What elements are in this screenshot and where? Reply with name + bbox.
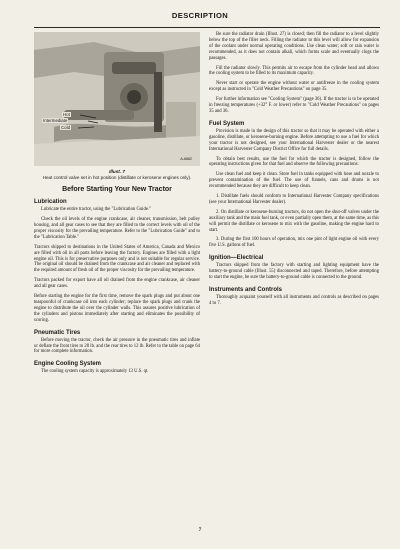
fuel-p6: 3. During the first 100 hours of operation, mix one pint of light engine oil with every five U.S. gallons of fuel. (209, 237, 379, 249)
figure-caption (34, 169, 200, 180)
lubrication-p4: Tractors packed for export have all oil drained from the engine crankcase, air cleaner and all gear cases. (34, 278, 200, 290)
label-intermediate: Intermediate (43, 118, 68, 123)
fuel-p1: Provision is made in the design of this tractor so that it may be operated with either a gasoline, distillate, or kerosene-burning engine. Before attempting to use a fuel for which your tractor is not designed, see your International Harvester dealer or the nearest International Harvester Company District Office for full details. (209, 128, 379, 152)
figure-caption-text: Heat control valve set in hot position (distillate or kerosene engines only). (42, 174, 192, 180)
label-cold: Cold (61, 125, 71, 130)
radiator-p4: For further information see "Cooling System" (page 36). If the tractor is to be operated in freezing temperatures (+32° F. or lower) refer to "Cold Weather Precautions" on pages 35 and 36. (209, 97, 379, 114)
radiator-p1: Be sure the radiator drain (Illust. 27) is closed; then fill the radiator to a level slightly below the top of the filler neck. Filling the radiator to this level will allow for expansion of the coolant under normal operating conditions. Use clean water; soft or rain water is recommended, as it does not contain alkali, which forms scale and eventually clogs the passages. (209, 32, 379, 61)
section-title: Before Starting Your New Tractor (62, 186, 172, 194)
instruments-p1: Thoroughly acquaint yourself with all instruments and controls as described on pages 4 to 7. (209, 295, 379, 306)
lubrication-p5: Before starting the engine for the first time, remove the spark plugs and put about one teaspoonful of crankcase oil into each cylinder; replace the spark plugs and crank the engine to distribute the oil over the cylinder walls. This assures positive lubrication of the cylinders and pistons immediately after starting and eliminates the possibility of scoring. (34, 294, 200, 323)
heat-valve-photo (34, 32, 200, 166)
cooling-p1: The cooling system capacity is approximately 13 U.S. qt. (41, 369, 149, 375)
right-column (209, 32, 379, 311)
label-hot: Hot (63, 112, 70, 117)
header-rule (34, 27, 380, 28)
radiator-p2: Fill the radiator slowly. This permits air to escape from the cylinder head and allows the cooling system to be filled to its maximum capacity. (209, 65, 379, 77)
lubrication-p1: Lubricate the entire tractor, using the "Lubrication Guide." (41, 207, 151, 213)
fuel-p2: To obtain best results, use the fuel for which the tractor is designed, follow the operating instructions given for that fuel and observe the following precautions: (209, 156, 379, 168)
lubrication-heading: Lubrication (34, 199, 67, 206)
ignition-heading: Ignition—Electrical (209, 255, 264, 262)
figure-code: A-6882 (180, 157, 192, 161)
cooling-heading: Engine Cooling System (34, 361, 102, 368)
tires-p1: Before moving the tractor, check the air pressure in the pneumatic tires and inflate or deflate the front tires to 28 lb. and the rear tires to 12 lb. Refer to the table on page 64 for more complete information. (34, 337, 200, 355)
lubrication-p2: Check the oil levels of the engine crankcase, air cleaner, transmission, belt pulley housing, and all gear cases to see that they are filled to the correct levels with oil of the proper viscosity for the prevailing temperature. Refer to the "Lubrication Guide" and to the "Lubrication Table." (34, 217, 200, 240)
left-column (34, 32, 200, 379)
fuel-p5: 2. On distillate or kerosene-burning tractors, do not open the shut-off valves under the auxiliary tank and the main fuel tank, or even partially open them, at the same time, as this will permit the distillate or kerosene to mix with the gasoline, making the engine hard to start. (209, 209, 379, 233)
figure-caption-label: Illust. 7 (109, 169, 125, 174)
fuel-p3: Use clean fuel and keep it clean. Store fuel in tanks equipped with hose and nozzle to prevent contamination of the fuel. The use of funnels, cans and drums is not recommended because they are difficult to keep clean. (209, 172, 379, 190)
fuel-heading: Fuel System (209, 120, 245, 127)
instruments-heading: Instruments and Controls (209, 287, 283, 293)
fuel-p4: 1. Distillate fuels should conform to International Harvester Company specifications (see your International Harvester dealer). (209, 194, 379, 205)
radiator-p3: Never start or operate the engine without water or antifreeze in the cooling system except as instructed in "Cold Weather Precautions" on page 35. (209, 81, 379, 93)
lubrication-p3: Tractors shipped to destinations in the United States of America, Canada and Mexico are filled with oil in all parts before leaving the factory. Engines are filled with a light engine oil. This is for preservative purposes only and is not suitable for regular service. The original oil should be drained from the crankcase and air cleaner and replaced with the required amount of fresh oil of the proper viscosity for the prevailing temperature. (34, 244, 200, 274)
engine-photo-drawing (34, 32, 200, 166)
tires-heading: Pneumatic Tires (34, 329, 81, 336)
running-head: DESCRIPTION (171, 11, 229, 20)
page-number: 7 (198, 527, 202, 533)
ignition-p1: Tractors shipped from the factory with starting and lighting equipment have the battery-to-ground cable (Illust. 55) disconnected and taped. Therefore, before attempting to start the engine, be sure the battery-to-ground cable is connected to the ground. (209, 263, 379, 281)
